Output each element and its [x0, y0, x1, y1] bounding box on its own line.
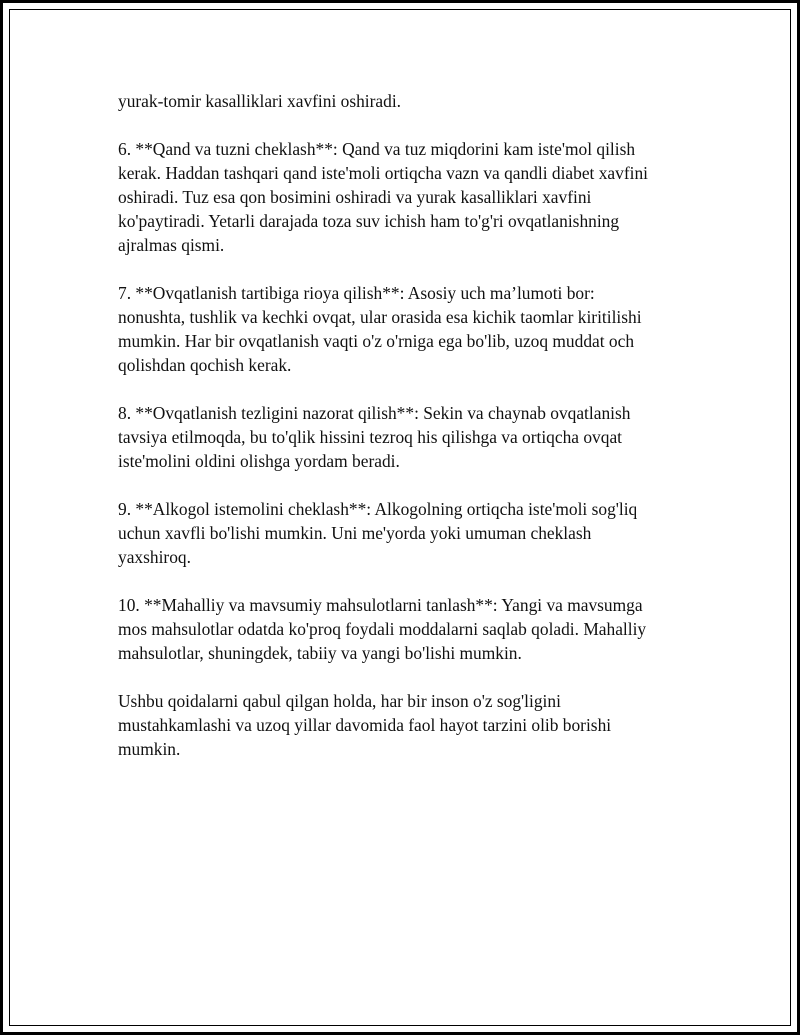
paragraph-item-10: 10. **Mahalliy va mavsumiy mahsulotlarni tanlash**: Yangi va mavsumga mos mahsulotlar odatda ko'proq foydali moddalarni saqlab qoladi. Mahalliy mahsulotlar, shuningdek, tabiiy va yangi bo'lishi mumkin. — [118, 595, 647, 663]
paragraph-conclusion: Ushbu qoidalarni qabul qilgan holda, har bir inson o'z sog'ligini mustahkamlashi va uzoq yillar davomida faol hayot tarzini olib borishi mumkin. — [118, 691, 612, 759]
paragraph-continuation: yurak-tomir kasalliklari xavfini oshiradi. — [118, 91, 402, 111]
paragraph-item-7: 7. **Ovqatlanish tartibiga rioya qilish**: Asosiy uch ma’lumoti bor: nonushta, tushlik va kechki ovqat, ular orasida esa kichik taomlar kiritilishi mumkin. Har bir ovqatlanish vaqti o'z o'rniga ega bo'lib, uzoq muddat och qolishdan qochish kerak. — [118, 283, 642, 375]
document-body — [118, 89, 688, 785]
paragraph-item-9: 9. **Alkogol istemolini cheklash**: Alkogolning ortiqcha iste'moli sog'liq uchun xavfli bo'lishi mumkin. Uni me'yorda yoki umuman cheklash yaxshiroq. — [118, 499, 638, 567]
paragraph-item-6: 6. **Qand va tuzni cheklash**: Qand va tuz miqdorini kam iste'mol qilish kerak. Haddan tashqari qand iste'moli ortiqcha vazn va qandli diabet xavfini oshiradi. Tuz esa qon bosimini oshiradi va yurak kasalliklari xavfini ko'paytiradi. Yetarli darajada toza suv ichish ham to'g'ri ovqatlanishning ajralmas qismi. — [118, 139, 648, 255]
paragraph-item-8: 8. **Ovqatlanish tezligini nazorat qilish**: Sekin va chaynab ovqatlanish tavsiya etilmoqda, bu to'qlik hissini tezroq his qilishga va ortiqcha ovqat iste'molini oldini olishga yordam beradi. — [118, 403, 631, 471]
